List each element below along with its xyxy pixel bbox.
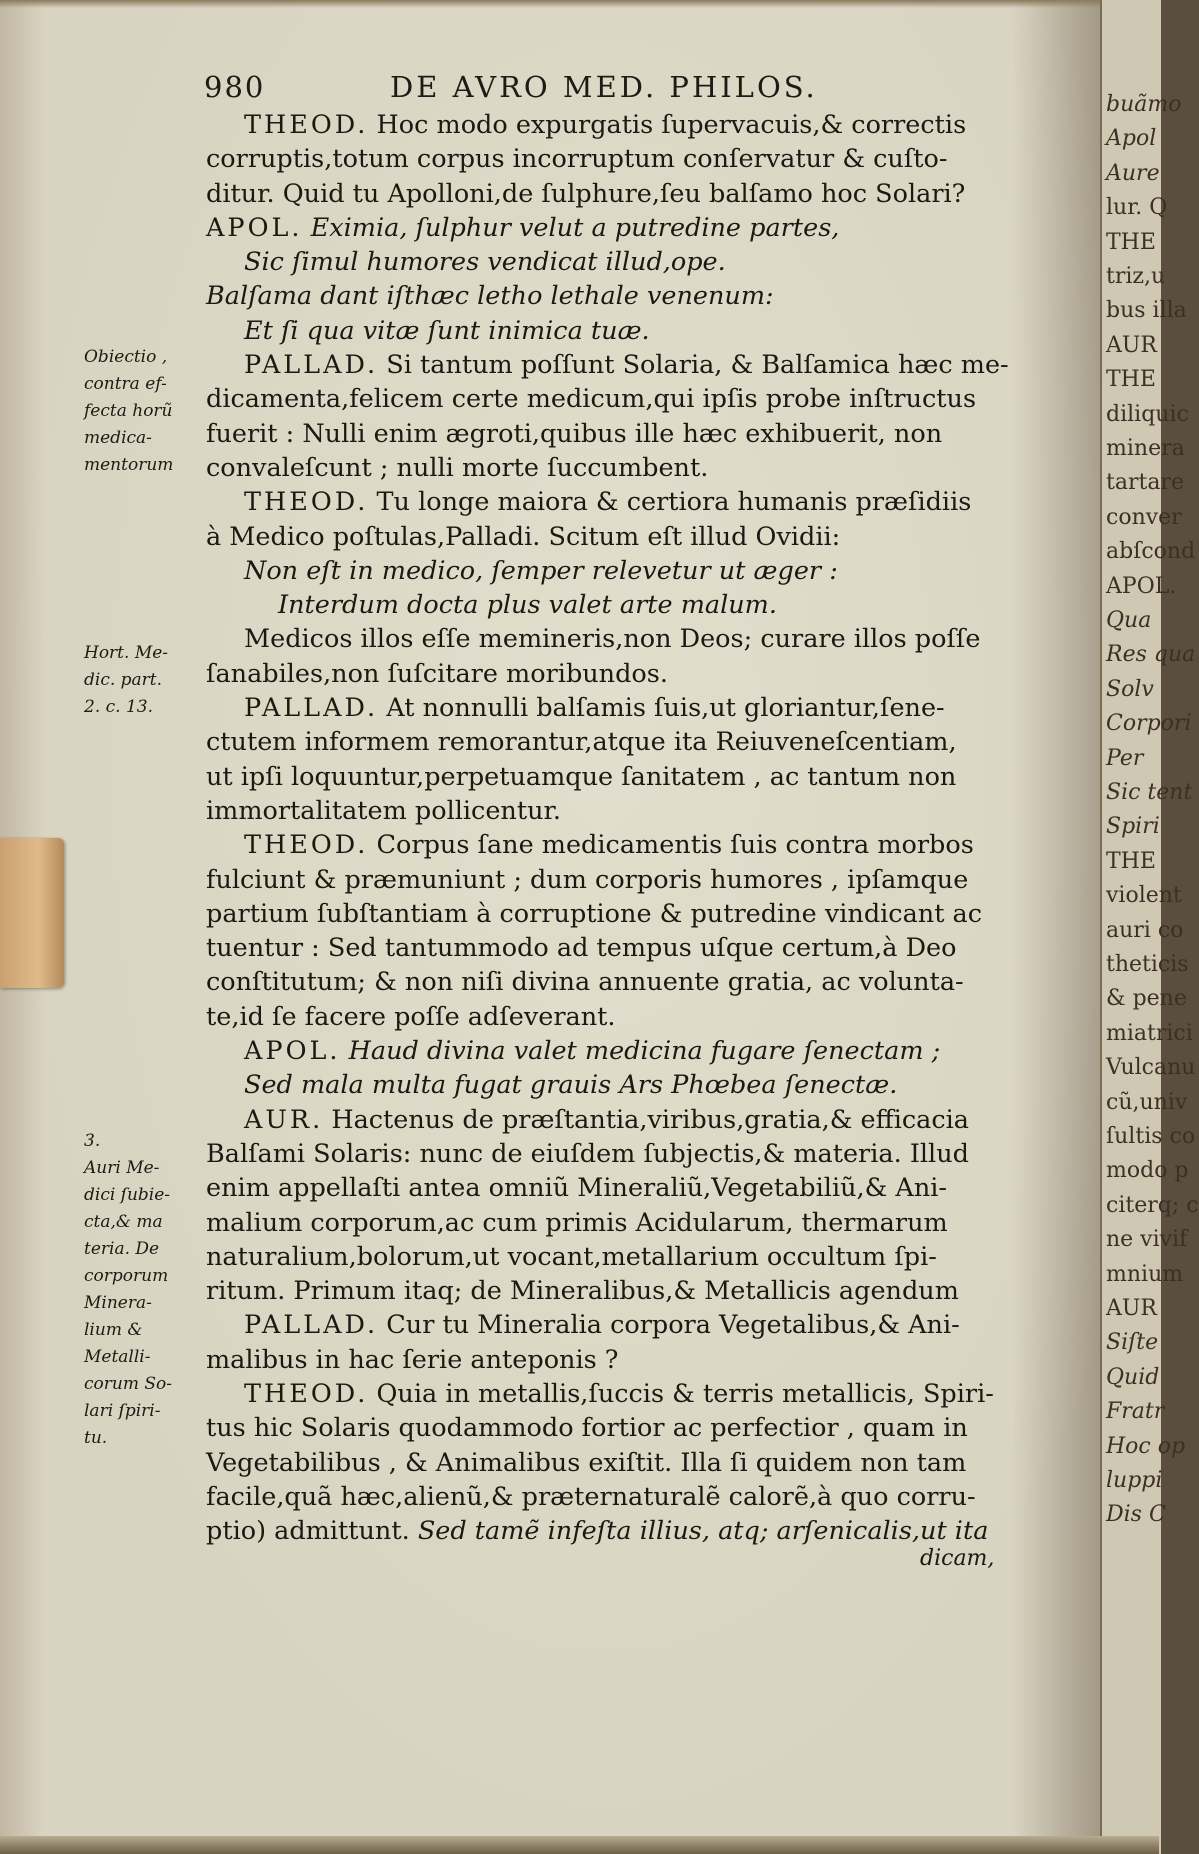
facing-page-fragment: THE bbox=[1106, 229, 1156, 255]
facing-page-fragment: AUR bbox=[1106, 1296, 1157, 1321]
facing-page-fragment: & pene bbox=[1106, 986, 1187, 1012]
line-text: Hactenus de præſtantia,viribus,gratia,& efficacia bbox=[331, 1104, 970, 1135]
facing-page-fragment: Apol bbox=[1106, 126, 1157, 152]
facing-page-fragment: Fratr bbox=[1106, 1399, 1165, 1425]
text-line bbox=[206, 279, 1028, 313]
line-text: fuerit : Nulli enim ægroti,quibus ille hæc exhibuerit, non bbox=[206, 418, 943, 449]
text-line bbox=[206, 1343, 1028, 1377]
facing-page-fragment: Res qua bbox=[1106, 642, 1196, 668]
text-line bbox=[206, 725, 1028, 759]
line-text: à Medico poſtulas,Palladi. Scitum eſt illud Ovidii: bbox=[206, 521, 841, 552]
facing-page-fragment: Solv bbox=[1106, 676, 1154, 702]
facing-page-fragment: Sic tent bbox=[1106, 780, 1193, 805]
facing-page-fragment: ne vivif bbox=[1106, 1227, 1188, 1253]
facing-page-fragment: Spiri bbox=[1106, 814, 1160, 840]
facing-page-fragment: modo p bbox=[1106, 1158, 1189, 1184]
text-line bbox=[206, 1240, 1028, 1274]
margin-note-line: corporum bbox=[84, 1266, 169, 1286]
facing-page-fragment: AUR bbox=[1106, 332, 1157, 358]
text-line bbox=[206, 588, 1028, 622]
text-line bbox=[206, 1446, 1028, 1480]
line-text: immortalitatem pollicentur. bbox=[206, 795, 561, 826]
line-text: tus hic Solaris quodammodo fortior ac perfectior , quam in bbox=[206, 1413, 968, 1444]
speaker-name: THEOD. bbox=[244, 487, 369, 518]
line-text: Haud divina valet medicina fugare ſenectam ; bbox=[348, 1036, 941, 1067]
facing-page-fragment: conver bbox=[1106, 504, 1182, 530]
facing-page-fragment: violent bbox=[1106, 883, 1182, 909]
facing-page-fragment: triz,u bbox=[1106, 264, 1166, 289]
text-line bbox=[206, 1411, 1028, 1445]
text-line bbox=[206, 314, 1028, 348]
text-line bbox=[206, 794, 1028, 828]
line-text: partium ſubſtantiam à corruptione & putredine vindicant ac bbox=[206, 898, 983, 929]
facing-page-fragment: tartare bbox=[1106, 470, 1184, 496]
facing-page-fragment: abſcond bbox=[1106, 539, 1196, 565]
text-line bbox=[206, 245, 1028, 279]
margin-note-auri-medici bbox=[84, 1128, 200, 1452]
speaker-name: AUR. bbox=[244, 1104, 324, 1135]
facing-page-fragment: citerq; c bbox=[1106, 1192, 1199, 1218]
margin-note-line: contra ef- bbox=[84, 374, 167, 394]
text-line bbox=[206, 897, 1028, 931]
text-line bbox=[206, 554, 1028, 588]
facing-page-fragment: bus illa bbox=[1106, 298, 1187, 324]
speaker-name: THEOD. bbox=[244, 110, 369, 140]
facing-page-fragment: auri co bbox=[1106, 917, 1184, 943]
line-text: ſanabiles,non ſuſcitare moribundos. bbox=[206, 658, 668, 689]
line-text: Corpus ſane medicamentis ſuis contra morbos bbox=[376, 830, 974, 861]
text-line bbox=[206, 760, 1028, 794]
text-line bbox=[206, 417, 1028, 451]
text-line bbox=[206, 691, 1028, 725]
text-line bbox=[206, 828, 1028, 862]
running-title: DE AVRO MED. PHILOS. bbox=[390, 70, 818, 104]
margin-note-line: Auri Me- bbox=[84, 1158, 160, 1178]
line-text: Tu longe maiora & certiora humanis præſidiis bbox=[376, 487, 972, 518]
page-bottom-edge bbox=[0, 1836, 1159, 1854]
line-text: convaleſcunt ; nulli morte ſuccumbent. bbox=[206, 452, 709, 483]
main-text-column bbox=[206, 108, 1028, 1548]
line-text: Sic ſimul humores vendicat illud,ope. bbox=[244, 247, 726, 278]
facing-page-fragment: THE bbox=[1106, 367, 1156, 393]
speaker-name: PALLAD. bbox=[244, 1310, 379, 1341]
text-line bbox=[206, 108, 1028, 142]
margin-note-line: tu. bbox=[84, 1428, 108, 1448]
line-text: te,id ſe facere poſſe adſeverant. bbox=[206, 1001, 616, 1032]
line-text: ditur. Quid tu Apolloni,de ſulphure,ſeu balſamo hoc Solari? bbox=[206, 178, 966, 209]
margin-note-line: mentorum bbox=[84, 455, 174, 475]
margin-note-line: lari ſpiri- bbox=[84, 1401, 161, 1421]
line-text: ptio) admittunt. bbox=[206, 1516, 410, 1547]
margin-note-hort-medic bbox=[84, 640, 200, 721]
line-text: Eximia, ſulphur velut a putredine partes, bbox=[310, 212, 840, 243]
text-line bbox=[206, 1308, 1028, 1342]
line-text: Si tantum poſſunt Solaria, & Balſamica hæc me- bbox=[386, 350, 1009, 381]
line-text: Hoc modo expurgatis ſupervacuis,& correctis bbox=[376, 110, 967, 140]
margin-note-line: Obiectio , bbox=[84, 347, 168, 367]
text-line bbox=[206, 1377, 1028, 1411]
line-text: At nonnulli balſamis ſuis,ut gloriantur,ſene- bbox=[386, 693, 945, 724]
line-text: corruptis,totum corpus incorruptum conſervatur & cuſto- bbox=[206, 144, 948, 175]
facing-page-fragment: Hoc op bbox=[1106, 1433, 1186, 1459]
line-text: Quia in metallis,ſuccis & terris metallicis, Spiri- bbox=[376, 1378, 994, 1409]
line-text-italic: Sed tamẽ infeſta illius, atq; arſenicalis,ut ita bbox=[417, 1516, 989, 1547]
facing-page-fragment: Corpori bbox=[1106, 711, 1192, 737]
facing-page-fragment: miatrici bbox=[1106, 1020, 1193, 1046]
margin-note-line: cta,& ma bbox=[84, 1212, 163, 1232]
line-text: Cur tu Mineralia corpora Vegetalibus,& Ani- bbox=[386, 1310, 960, 1341]
margin-note-line: medica- bbox=[84, 428, 152, 448]
catchword: dicam, bbox=[920, 1546, 995, 1571]
text-line bbox=[206, 451, 1028, 485]
line-text: fulciunt & præmuniunt ; dum corporis humores , ipſamque bbox=[206, 864, 969, 895]
facing-page-fragment: Per bbox=[1106, 745, 1144, 771]
facing-page-fragment: ſultis co bbox=[1106, 1124, 1196, 1149]
line-text: facile,quã hæc,alienũ,& præternaturalẽ calorẽ,à quo corru- bbox=[206, 1481, 976, 1512]
line-text: malium corporum,ac cum primis Acidularum, thermarum bbox=[206, 1207, 948, 1238]
line-text: ut ipſi loquuntur,perpetuamque ſanitatem , ac tantum non bbox=[206, 761, 957, 792]
facing-page-fragment: Qua bbox=[1106, 608, 1152, 633]
line-text: Non eſt in medico, ſemper relevetur ut æger : bbox=[244, 555, 838, 586]
margin-note-line: teria. De bbox=[84, 1239, 160, 1259]
margin-note-line: dic. part. bbox=[84, 670, 163, 690]
margin-note-line: Hort. Me- bbox=[84, 643, 169, 663]
page-top-edge bbox=[0, 0, 1159, 8]
facing-page-edge bbox=[1100, 0, 1199, 1854]
speaker-name: PALLAD. bbox=[244, 693, 379, 724]
line-text: enim appellaſti antea omniũ Mineraliũ,Vegetabiliũ,& Ani- bbox=[206, 1173, 948, 1204]
text-line bbox=[206, 1274, 1028, 1308]
facing-page-fragment: Aure bbox=[1106, 160, 1160, 186]
text-line bbox=[206, 1171, 1028, 1205]
text-line bbox=[206, 1103, 1028, 1137]
margin-note-line: Metalli- bbox=[84, 1347, 151, 1367]
line-text: Medicos illos eſſe memineris,non Deos; curare illos poſſe bbox=[244, 624, 981, 655]
line-text: ritum. Primum itaq; de Mineralibus,& Metallicis agendum bbox=[206, 1276, 959, 1307]
text-line bbox=[206, 622, 1028, 656]
text-line bbox=[206, 931, 1028, 965]
speaker-name: APOL. bbox=[206, 212, 303, 243]
margin-note-line: lium & bbox=[84, 1320, 143, 1340]
facing-page-fragment: Quid bbox=[1106, 1364, 1160, 1390]
facing-page-fragment: cũ,univ bbox=[1106, 1089, 1188, 1115]
facing-page-fragment: theticis bbox=[1106, 952, 1189, 977]
text-line bbox=[206, 520, 1028, 554]
line-text: tuentur : Sed tantummodo ad tempus uſque certum,à Deo bbox=[206, 933, 957, 964]
margin-note-line: dici ſubie- bbox=[84, 1185, 171, 1205]
speaker-name: THEOD. bbox=[244, 1378, 369, 1409]
text-line bbox=[206, 965, 1028, 999]
facing-page-fragment: Siſte bbox=[1106, 1330, 1159, 1356]
facing-page-fragment: Dis C bbox=[1106, 1502, 1166, 1528]
text-line bbox=[206, 142, 1028, 176]
line-text: ctutem informem remorantur,atque ita Reiuveneſcentiam, bbox=[206, 727, 957, 758]
text-line bbox=[206, 1480, 1028, 1514]
facing-page-fragment: Vulcanu bbox=[1106, 1055, 1196, 1081]
facing-page-fragment: APOL. bbox=[1106, 573, 1177, 599]
text-line bbox=[206, 1068, 1028, 1102]
facing-page-fragment: mnium bbox=[1106, 1261, 1184, 1287]
text-line bbox=[206, 348, 1028, 382]
line-text: malibus in hac ſerie anteponis ? bbox=[206, 1344, 619, 1375]
facing-page-fragment: diliquic bbox=[1106, 401, 1189, 427]
facing-page-fragment: THE bbox=[1106, 848, 1156, 874]
text-line bbox=[206, 1034, 1028, 1068]
text-line bbox=[206, 382, 1028, 416]
line-text: Et ſi qua vitæ ſunt inimica tuæ. bbox=[244, 315, 650, 346]
speaker-name: PALLAD. bbox=[244, 350, 379, 381]
page-number: 980 bbox=[204, 70, 266, 104]
line-text: Balſama dant iſthæc letho lethale venenum: bbox=[206, 281, 774, 312]
facing-page-fragment: buãmo bbox=[1106, 92, 1182, 117]
text-line bbox=[206, 485, 1028, 519]
line-text: naturalium,bolorum,ut vocant,metallarium occultum ſpi- bbox=[206, 1241, 937, 1272]
text-line bbox=[206, 657, 1028, 691]
speaker-name: THEOD. bbox=[244, 830, 369, 861]
text-line bbox=[206, 1514, 1028, 1548]
text-line bbox=[206, 1137, 1028, 1171]
line-text: Interdum docta plus valet arte malum. bbox=[278, 590, 777, 621]
text-line bbox=[206, 177, 1028, 211]
paper-bookmark-tab bbox=[0, 838, 64, 988]
margin-note-line: 3. bbox=[84, 1131, 101, 1151]
line-text: conſtitutum; & non niſi divina annuente gratia, ac volunta- bbox=[206, 967, 964, 998]
text-line bbox=[206, 1206, 1028, 1240]
speaker-name: APOL. bbox=[244, 1036, 341, 1067]
line-text: Balſami Solaris: nunc de eiuſdem ſubjectis,& materia. Illud bbox=[206, 1138, 969, 1169]
line-text: Vegetabilibus , & Animalibus exiſtit. Illa ſi quidem non tam bbox=[206, 1447, 967, 1478]
facing-page-fragment: lur. Q bbox=[1106, 195, 1168, 221]
margin-note-line: fecta horũ bbox=[84, 401, 173, 421]
margin-note-line: corum So- bbox=[84, 1374, 172, 1394]
line-text: dicamenta,felicem certe medicum,qui ipſis probe inſtructus bbox=[206, 384, 977, 415]
margin-note-objectio bbox=[84, 344, 200, 479]
facing-page-fragment: minera bbox=[1106, 436, 1185, 461]
margin-note-line: 2. c. 13. bbox=[84, 697, 153, 717]
facing-page-fragment: luppi bbox=[1106, 1468, 1163, 1493]
line-text: Sed mala multa fugat grauis Ars Phœbea ſenectæ. bbox=[244, 1070, 898, 1101]
text-line bbox=[206, 1000, 1028, 1034]
margin-note-line: Minera- bbox=[84, 1293, 152, 1313]
text-line bbox=[206, 863, 1028, 897]
text-line bbox=[206, 211, 1028, 245]
